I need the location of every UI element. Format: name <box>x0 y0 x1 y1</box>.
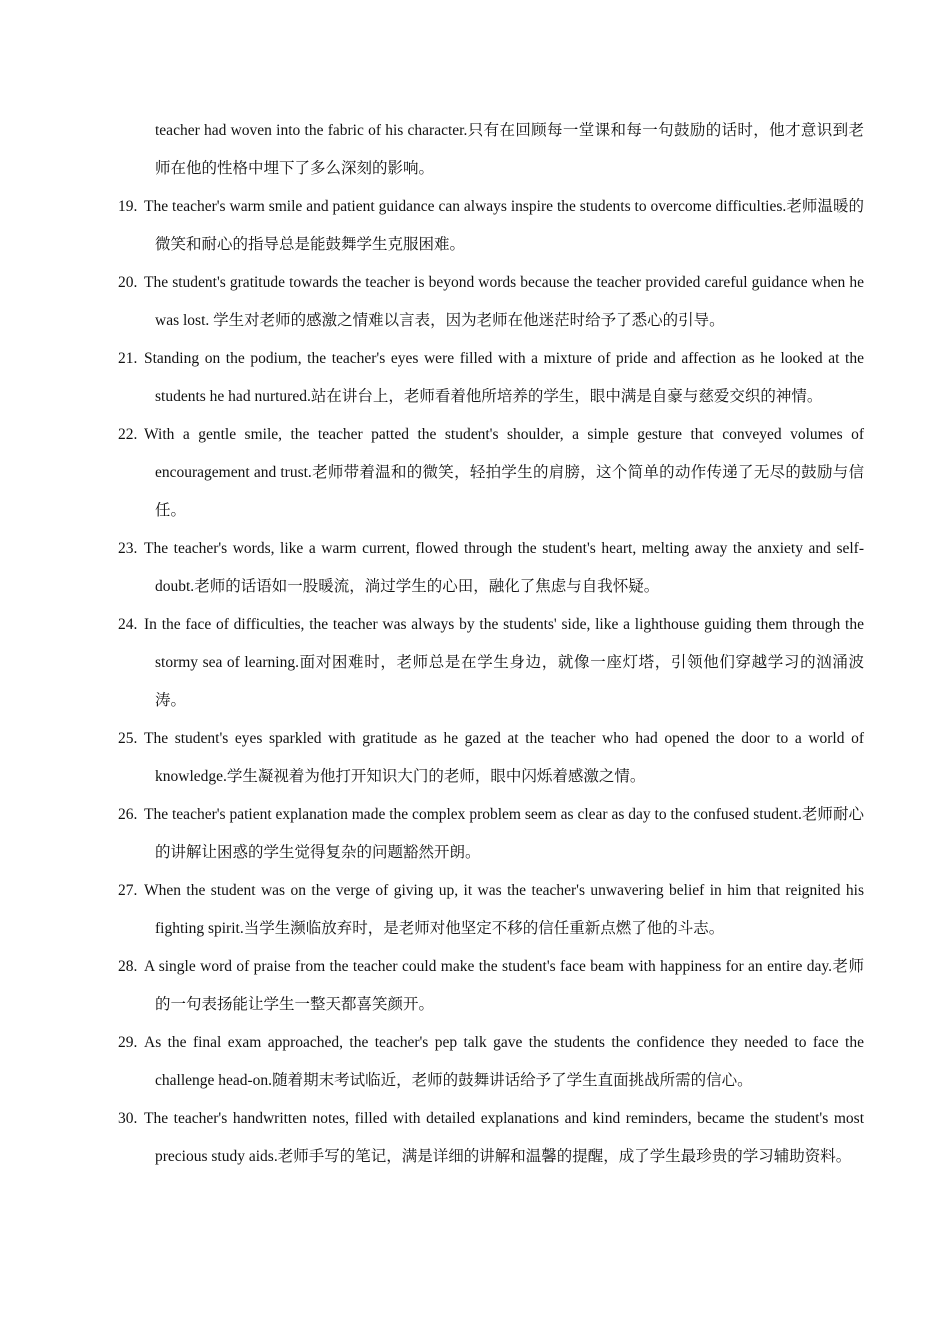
sentence-number: 22. <box>118 426 138 443</box>
sentence-english: In the face of difficulties, the teacher was always by the students' side, like a lighthouse guiding them through the stormy sea of learning. <box>144 616 864 671</box>
sentence-number: 23. <box>118 540 138 557</box>
sentence-english: The student's eyes sparkled with gratitude as he gazed at the teacher who had opened the door to a world of knowledge. <box>144 730 864 785</box>
sentence-number: 27. <box>118 882 138 899</box>
sentence-number: 30. <box>118 1110 138 1127</box>
sentence-item-29 <box>118 1024 864 1100</box>
continued-sentence <box>118 112 864 188</box>
sentence-number: 28. <box>118 958 138 975</box>
sentence-item-21 <box>118 340 864 416</box>
sentence-chinese: 老师的话语如一股暖流，淌过学生的心田，融化了焦虑与自我怀疑。 <box>194 578 660 595</box>
sentence-chinese: 只有在回顾每一堂课和每一句鼓励的话时，他才意识到老师在他的性格中埋下了多么深刻的影响。 <box>155 122 864 177</box>
sentence-english: As the final exam approached, the teacher's pep talk gave the students the confidence they needed to face the challenge head-on. <box>144 1034 864 1089</box>
sentence-english: The teacher's warm smile and patient guidance can always inspire the students to overcome difficulties. <box>144 198 787 215</box>
sentence-item-30 <box>118 1100 864 1176</box>
sentence-english: A single word of praise from the teacher could make the student's face beam with happiness for an entire day. <box>144 958 832 975</box>
sentence-item-20 <box>118 264 864 340</box>
sentence-number: 25. <box>118 730 138 747</box>
sentence-english: With a gentle smile, the teacher patted the student's shoulder, a simple gesture that conveyed volumes of encouragement and trust. <box>144 426 864 481</box>
sentence-item-25 <box>118 720 864 796</box>
sentence-chinese: 老师的一句表扬能让学生一整天都喜笑颜开。 <box>155 958 864 1013</box>
sentence-list <box>118 112 864 1176</box>
sentence-english: The teacher's words, like a warm current, flowed through the student's heart, melting away the anxiety and self-doubt. <box>144 540 864 595</box>
sentence-number: 19. <box>118 198 138 215</box>
sentence-chinese: 老师温暖的微笑和耐心的指导总是能鼓舞学生克服困难。 <box>155 198 864 253</box>
sentence-number: 24. <box>118 616 138 633</box>
sentence-number: 29. <box>118 1034 138 1051</box>
sentence-number: 21. <box>118 350 138 367</box>
sentence-english: The teacher's handwritten notes, filled with detailed explanations and kind reminders, became the student's most precious study aids. <box>144 1110 864 1165</box>
sentence-item-24 <box>118 606 864 720</box>
sentence-chinese: 老师手写的笔记，满是详细的讲解和温馨的提醒，成了学生最珍贵的学习辅助资料。 <box>277 1148 852 1165</box>
sentence-number: 20. <box>118 274 138 291</box>
sentence-item-27 <box>118 872 864 948</box>
sentence-item-22 <box>118 416 864 530</box>
sentence-english: The teacher's patient explanation made the complex problem seem as clear as day to the confused student. <box>144 806 802 823</box>
sentence-english: The student's gratitude towards the teacher is beyond words because the teacher provided careful guidance when he was lost. <box>144 274 864 329</box>
sentence-chinese: 面对困难时，老师总是在学生身边，就像一座灯塔，引领他们穿越学习的汹涌波涛。 <box>155 654 864 709</box>
sentence-chinese: 学生凝视着为他打开知识大门的老师，眼中闪烁着感激之情。 <box>226 768 646 785</box>
sentence-chinese: 老师耐心的讲解让困惑的学生觉得复杂的问题豁然开朗。 <box>155 806 864 861</box>
sentence-english: Standing on the podium, the teacher's eyes were filled with a mixture of pride and affection as he looked at the students he had nurtured. <box>144 350 864 405</box>
sentence-chinese: 当学生濒临放弃时，是老师对他坚定不移的信任重新点燃了他的斗志。 <box>243 920 725 937</box>
sentence-number: 26. <box>118 806 138 823</box>
sentence-item-19 <box>118 188 864 264</box>
sentence-chinese: 学生对老师的感激之情难以言表，因为老师在他迷茫时给予了悉心的引导。 <box>209 312 725 329</box>
sentence-chinese: 站在讲台上，老师看着他所培养的学生，眼中满是自豪与慈爱交织的神情。 <box>310 388 823 405</box>
sentence-chinese: 老师带着温和的微笑，轻拍学生的肩膀，这个简单的动作传递了无尽的鼓励与信任。 <box>155 464 864 519</box>
sentence-item-28 <box>118 948 864 1024</box>
sentence-chinese: 随着期末考试临近，老师的鼓舞讲话给予了学生直面挑战所需的信心。 <box>272 1072 753 1089</box>
sentence-english: teacher had woven into the fabric of his character. <box>155 122 468 139</box>
sentence-english: When the student was on the verge of giving up, it was the teacher's unwavering belief in him that reignited his fighting spirit. <box>144 882 864 937</box>
sentence-item-23 <box>118 530 864 606</box>
sentence-item-26 <box>118 796 864 872</box>
